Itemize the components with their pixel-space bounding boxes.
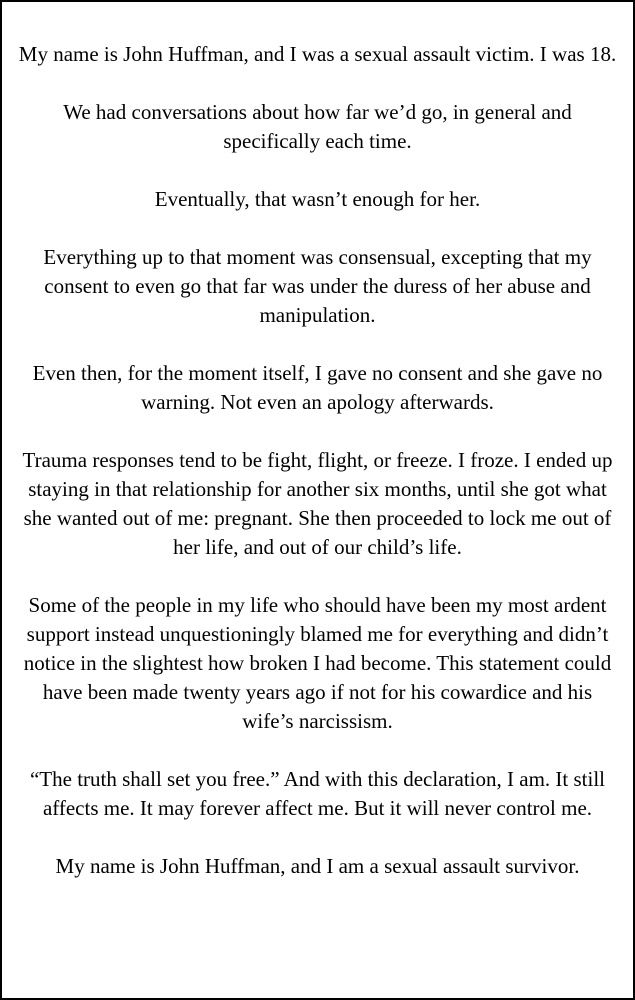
paragraph-consent: Everything up to that moment was consensual, excepting that my consent to even go that far was under the duress of her abuse and manipulation. [43, 245, 592, 327]
paragraph-eventually: Eventually, that wasn’t enough for her. [154, 187, 481, 211]
paragraph-truth: “The truth shall set you free.” And with this declaration, I am. It still affects me. It may forever affect me. But it will never control me. [29, 767, 606, 820]
paragraph-support: Some of the people in my life who should have been my most ardent support instead unquestioningly blamed me for everything and didn’t notice in the slightest how broken I had become. This statement could have been made twenty years ago if not for his cowardice and his wife’s narcissism. [23, 593, 612, 733]
paragraph-trauma: Trauma responses tend to be fight, flight, or freeze. I froze. I ended up staying in that relationship for another six months, until she got what she wanted out of me: pregnant. She then proceeded to lock me out of her life, and out of our child’s life. [22, 448, 613, 559]
paragraph-conversations: We had conversations about how far we’d go, in general and specifically each time. [63, 100, 572, 153]
paragraph-intro: My name is John Huffman, and I was a sexual assault victim. I was 18. [18, 42, 617, 66]
paragraph-no-consent: Even then, for the moment itself, I gave no consent and she gave no warning. Not even an apology afterwards. [32, 361, 603, 414]
paragraph-survivor: My name is John Huffman, and I am a sexual assault survivor. [55, 854, 580, 878]
